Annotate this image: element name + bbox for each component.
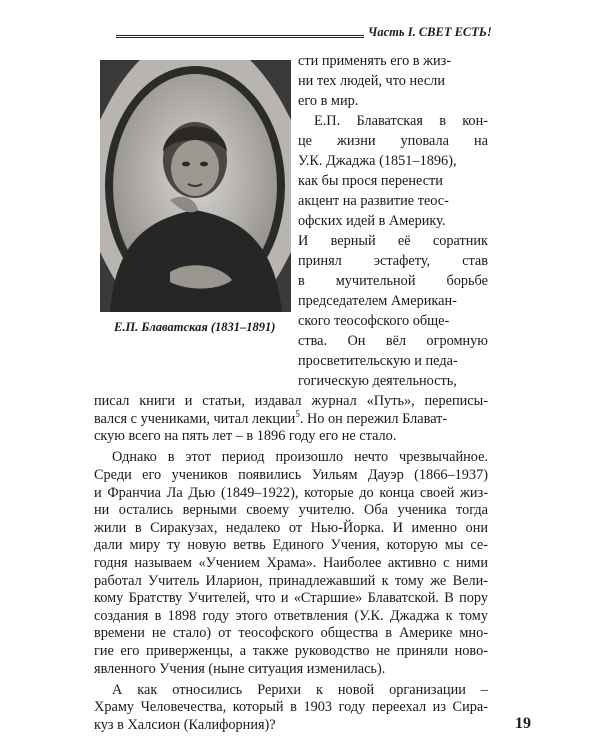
body-line: как бы прося перенести — [298, 173, 443, 189]
body-line: председателем Американ- — [298, 293, 457, 309]
body-line: У.К. Джаджа (1851–1896), — [298, 153, 457, 169]
body-line: ства. Он вёл огромную — [298, 333, 488, 349]
body-line: в мучительной борьбе — [298, 273, 488, 289]
body-line: гие его приверженцы, а также руководство не приняли ново- — [94, 643, 488, 659]
body-line: годня называем «Учением Храма». Наиболее активно с ними — [94, 555, 488, 571]
footnote-marker[interactable]: 5 — [295, 408, 300, 419]
body-line: принял эстафету, став — [298, 253, 488, 269]
body-line: А как относились Рерихи к новой организации – — [112, 681, 488, 698]
body-line: акцент на развитие теос- — [298, 193, 449, 209]
body-line: его в мир. — [298, 93, 359, 109]
body-line: И верный её соратник — [298, 233, 488, 249]
body-line: работал Учитель Иларион, принадлежавший к тому же Вели- — [94, 572, 488, 589]
body-line: скую всего на пять лет – в 1896 году его не стало. — [94, 428, 397, 445]
body-line: просветительскую и педа- — [298, 353, 458, 369]
body-line-with-footnote — [94, 410, 488, 428]
body-line: и Франчиа Ла Дью (1849–1922), которые до конца своей жиз- — [94, 484, 488, 501]
body-line: Среди его учеников появились Уильям Дауэр (1866–1937) — [94, 467, 488, 483]
body-line: создания в 1898 году этого ответвления (У.К. Джаджа к тому — [94, 607, 488, 624]
body-line: писал книги и статьи, издавал журнал «Путь», переписы- — [94, 393, 488, 409]
page-number: 19 — [515, 715, 531, 732]
body-line: ского теософского обще- — [298, 313, 450, 329]
body-line: офских идей в Америку. — [298, 213, 446, 229]
body-line: це жизни уповала на — [298, 133, 488, 149]
body-line: куз в Халсион (Калифорния)? — [94, 717, 276, 733]
portrait-photo — [100, 60, 291, 312]
header-rule — [116, 35, 364, 38]
body-line: дали миру ту новую ветвь Единого Учения, которую мы се- — [94, 537, 488, 554]
body-line-text: вался с учениками, читал лекции — [94, 410, 296, 427]
body-line: сти применять его в жиз- — [298, 53, 452, 69]
body-line: кому Братству Учителей, что и «Старшие» Блаватской. В пору — [94, 590, 488, 607]
body-line: жили в Сиракузах, недалеко от Нью-Йорка. И именно они — [94, 519, 488, 536]
portrait-image — [100, 60, 291, 312]
running-header: Часть I. СВЕТ ЕСТЬ! — [368, 25, 492, 39]
body-line: гогическую деятельность, — [298, 373, 457, 389]
body-line: времени не стало) от теософского общества в Америке мно- — [94, 625, 488, 642]
body-line-text: . Но он пережил Блават- — [299, 410, 448, 427]
body-line: ни остались верными своему учителю. Оба ученика тогда — [94, 502, 488, 519]
body-line: явленного Учения (ныне ситуация изменилась). — [94, 660, 386, 677]
body-line: Храму Человечества, который в 1903 году переехал из Сира- — [94, 699, 488, 716]
body-line: Е.П. Блаватская в кон- — [314, 113, 488, 129]
photo-caption: Е.П. Блаватская (1831–1891) — [114, 320, 276, 334]
body-line: ни тех людей, что несли — [298, 73, 445, 89]
body-line: Однако в этот период произошло нечто чрезвычайное. — [112, 449, 488, 466]
